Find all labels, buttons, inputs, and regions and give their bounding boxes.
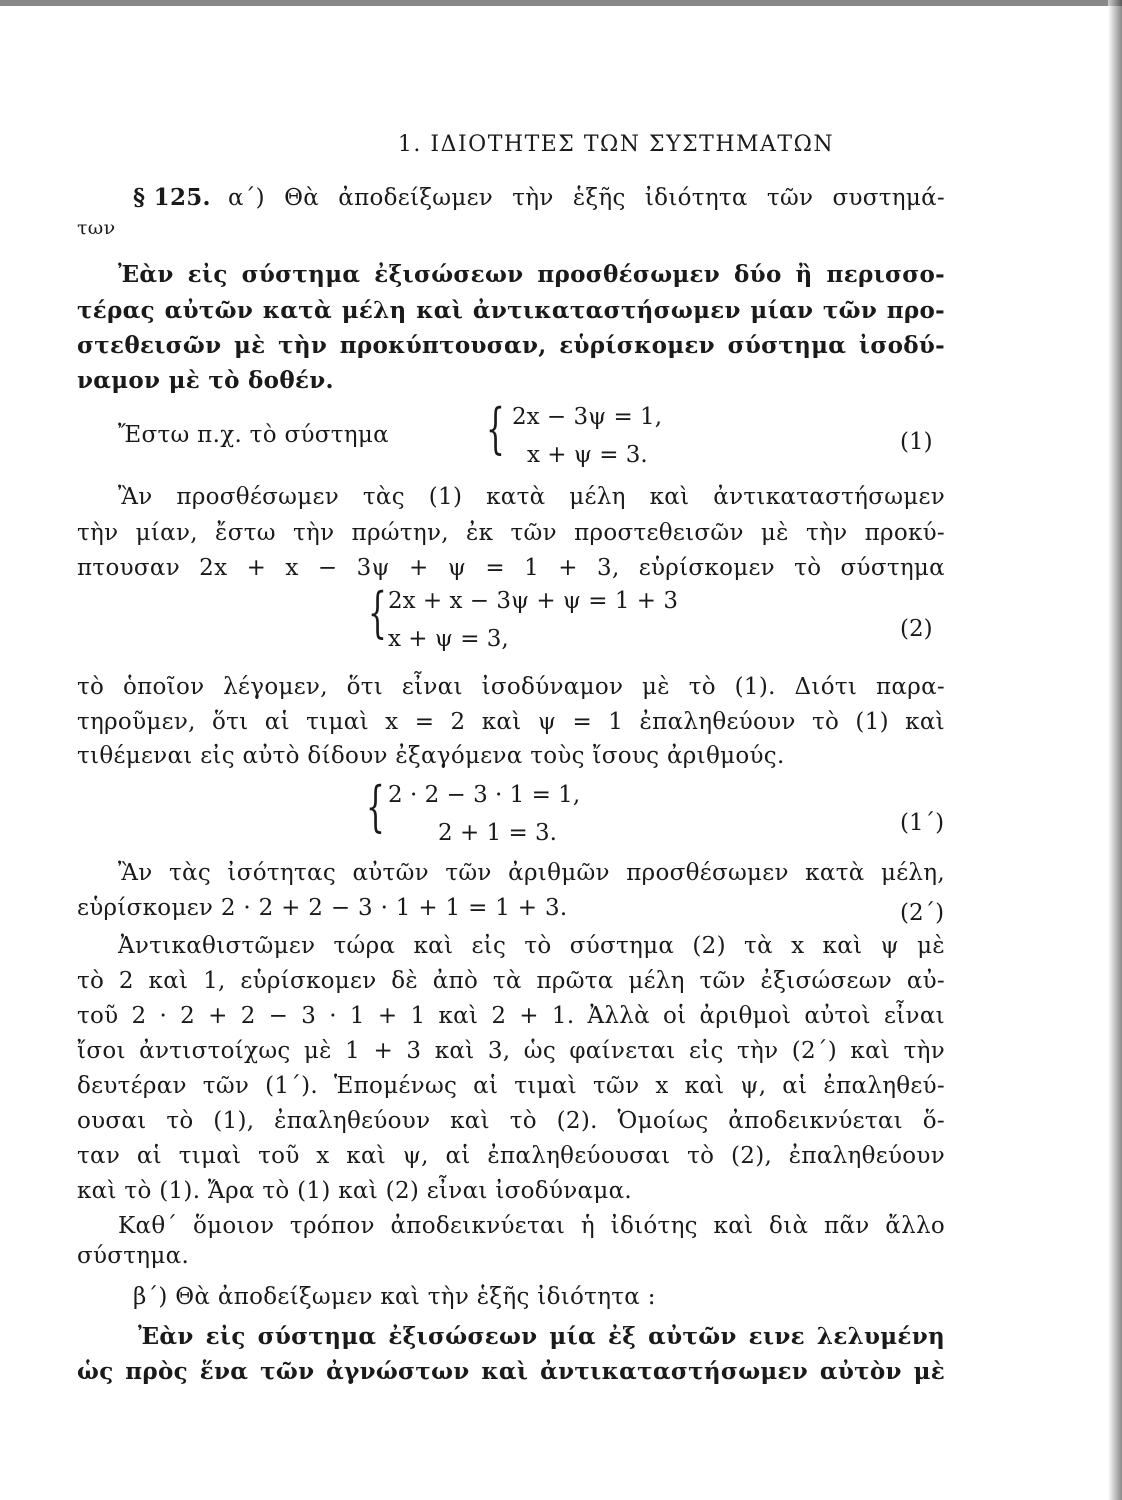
paragraph-line: ουσαι τὸ (1), ἐπαληθεύουν καὶ τὸ (2). Ὁμοίως ἀποδεικνύεται ὅ- — [77, 1108, 945, 1134]
paragraph-line: ἴσοι ἀντιστοίχως μὲ 1 + 3 καὶ 3, ὡς φαίνεται εἰς τὴν (2΄) καὶ τὴν — [77, 1038, 945, 1064]
paragraph-line: πτουσαν 2x + x − 3ψ + ψ = 1 + 3, εὑρίσκομεν τὸ σύστημα — [77, 555, 945, 581]
equation: x + ψ = 3. — [527, 442, 648, 468]
paragraph-line: τιθέμεναι εἰς αὐτὸ δίδουν ἐξαγόμενα τοὺς ἴσους ἀριθμούς. — [77, 743, 785, 769]
paragraph-line: Ἂν τὰς ἰσότητας αὐτῶν τῶν ἀριθμῶν προσθέσωμεν κατὰ μέλη, — [118, 860, 945, 886]
example-intro: Ἔστω π.χ. τὸ σύστημα — [118, 422, 389, 448]
equation-tag: (1΄) — [900, 810, 945, 836]
paragraph-number: § 125. — [133, 184, 211, 211]
paragraph-125-line-2: των — [77, 217, 116, 239]
paragraph-line: τὴν μίαν, ἔστω τὴν πρώτην, ἐκ τῶν προστεθεισῶν μὲ τὴν προκύ- — [77, 520, 945, 546]
scan-edge-right — [1108, 0, 1122, 1500]
brace-glyph: { — [368, 581, 387, 644]
paragraph-line: τὸ ὁποῖον λέγομεν, ὅτι εἶναι ἰσοδύναμον μὲ τὸ (1). Διότι παρα- — [77, 674, 945, 700]
paragraph-line: τοῦ 2 · 2 + 2 − 3 · 1 + 1 καὶ 2 + 1. Ἀλλὰ οἱ ἀριθμοὶ αὐτοὶ εἶναι — [77, 1003, 945, 1029]
brace-glyph: { — [486, 397, 505, 460]
paragraph-line: καὶ τὸ (1). Ἄρα τὸ (1) καὶ (2) εἶναι ἰσοδύναμα. — [77, 1178, 633, 1204]
theorem-1-line: ναμον μὲ τὸ δοθέν. — [77, 367, 334, 394]
paragraph-line: Ἂν προσθέσωμεν τὰς (1) κατὰ μέλη καὶ ἀντικαταστήσωμεν — [118, 484, 945, 510]
paragraph-line: εὑρίσκομεν 2 · 2 + 2 − 3 · 1 + 1 = 1 + 3. — [77, 895, 568, 921]
section-title: 1. ΙΔΙΟΤΗΤΕΣ ΤΩΝ ΣΥΣΤΗΜΑΤΩΝ — [397, 132, 835, 157]
equation-tag: (2) — [900, 616, 933, 642]
equation-tag: (2΄) — [900, 900, 945, 926]
equation: 2x + x − 3ψ + ψ = 1 + 3 — [388, 588, 679, 614]
paragraph-line: Καθ΄ ὅμοιον τρόπον ἀποδεικνύεται ἡ ἰδιότης καὶ διὰ πᾶν ἄλλο — [118, 1213, 945, 1239]
brace-glyph: { — [366, 775, 385, 838]
equation: 2 · 2 − 3 · 1 = 1, — [388, 782, 581, 808]
theorem-1-line: στεθεισῶν μὲ τὴν προκύπτουσαν, εὑρίσκομεν σύστημα ἰσοδύ- — [77, 332, 945, 359]
paragraph-line: Ἀντικαθιστῶμεν τώρα καὶ εἰς τὸ σύστημα (2) τὰ x καὶ ψ μὲ — [118, 933, 945, 959]
theorem-2-line: Ἐὰν εἰς σύστημα ἐξισώσεων μία ἐξ αὐτῶν εινε λελυμένη — [138, 1323, 945, 1350]
equation-tag: (1) — [900, 429, 933, 455]
equation: 2 + 1 = 3. — [438, 820, 557, 846]
equation: 2x − 3ψ = 1, — [512, 404, 663, 430]
paragraph-line: σύστημα. — [77, 1243, 190, 1269]
paragraph-line: τὸ 2 καὶ 1, εὑρίσκομεν δὲ ἀπὸ τὰ πρῶτα μέλη τῶν ἐξισώσεων αὐ- — [77, 968, 945, 994]
paragraph-125-line-1: α΄) Θὰ ἀποδείξωμεν τὴν ἑξῆς ἰδιότητα τῶν συστημά- — [228, 185, 945, 211]
paragraph-line: ταν αἱ τιμαὶ τοῦ x καὶ ψ, αἱ ἐπαληθεύουσαι τὸ (2), ἐπαληθεύουν — [77, 1143, 945, 1169]
paragraph-line: δευτέραν τῶν (1΄). Ἑπομένως αἱ τιμαὶ τῶν x καὶ ψ, αἱ ἐπαληθεύ- — [77, 1073, 945, 1099]
scan-edge-top — [0, 0, 1122, 6]
equation: x + ψ = 3, — [388, 626, 509, 652]
paragraph-line: β΄) Θὰ ἀποδείξωμεν καὶ τὴν ἑξῆς ἰδιότητα : — [133, 1284, 656, 1310]
paragraph-line: τηροῦμεν, ὅτι αἱ τιμαὶ x = 2 καὶ ψ = 1 ἐπαληθεύουν τὸ (1) καὶ — [77, 709, 945, 735]
theorem-1-line: τέρας αὐτῶν κατὰ μέλη καὶ ἀντικαταστήσωμεν μίαν τῶν προ- — [77, 297, 945, 324]
theorem-1-line: Ἐὰν εἰς σύστημα ἐξισώσεων προσθέσωμεν δύο ἢ περισσο- — [118, 261, 945, 288]
theorem-2-line: ὡς πρὸς ἕνα τῶν ἀγνώστων καὶ ἀντικαταστήσωμεν αὐτὸν μὲ — [77, 1358, 945, 1385]
